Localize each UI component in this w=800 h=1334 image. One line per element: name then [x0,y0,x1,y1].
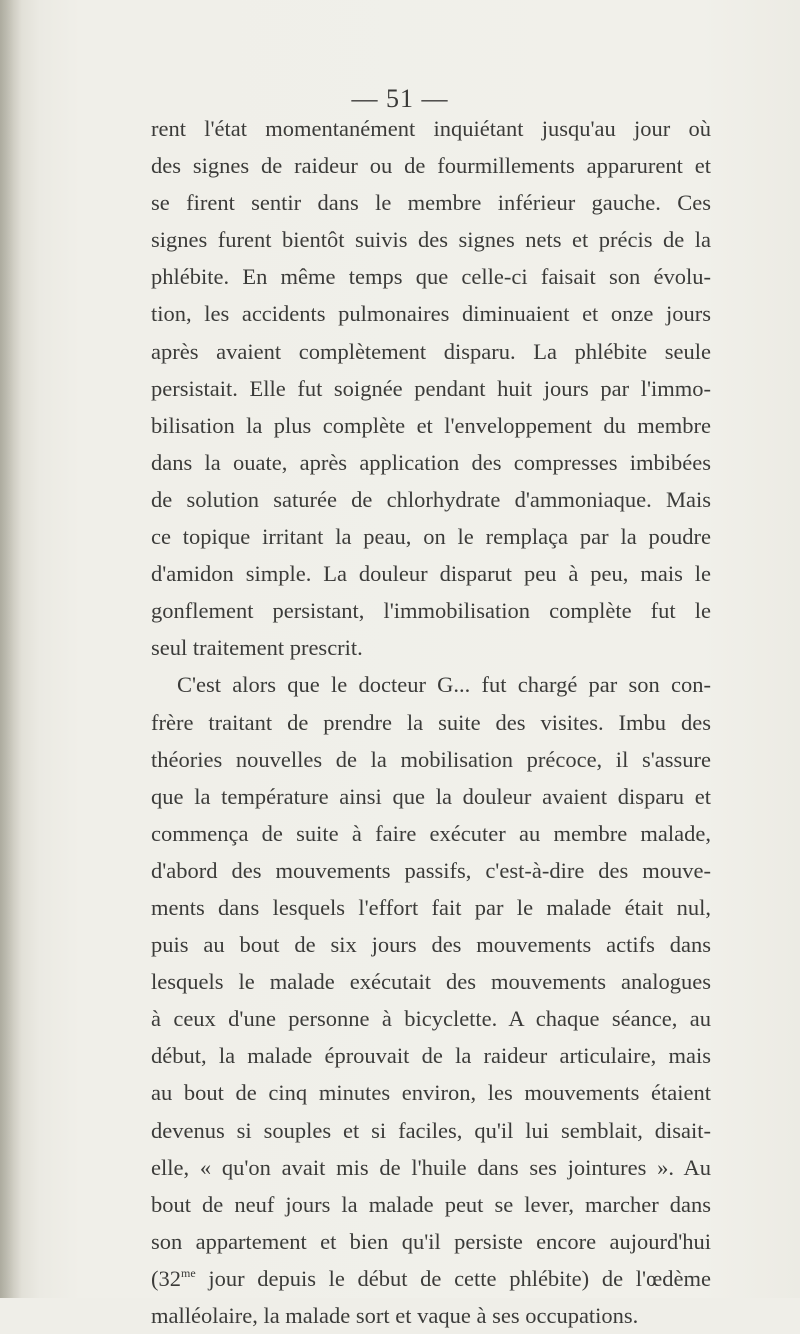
text-fragment: jour depuis le début de cette phlébite) de l'œdème [195,1265,711,1291]
text-line: malléolaire, la malade sort et vaque à ses occupations. [151,1303,639,1328]
text-line: devenus si souples et si faciles, qu'il lui semblait, disait- [151,1117,711,1143]
text-line: seul traitement prescrit. [151,635,363,661]
text-line: commença de suite à faire exécuter au membre malade, [151,820,711,846]
text-line: à ceux d'une personne à bicyclette. A chaque séance, au [151,1006,711,1032]
text-line: rent l'état momentanément inquiétant jusqu'au jour où [151,116,711,141]
text-line: dans la ouate, après application des compresses imbibées [151,449,711,475]
body-text [151,110,711,1334]
text-line: au bout de cinq minutes environ, les mouvements étaient [151,1080,711,1106]
text-line: ce topique irritant la peau, on le remplaça par la poudre [151,524,711,550]
text-line: théories nouvelles de la mobilisation précoce, il s'assure [151,746,711,772]
text-line: elle, « qu'on avait mis de l'huile dans ses jointures ». Au [151,1154,711,1180]
ordinal-superscript: me [181,1265,196,1280]
text-line: persistait. Elle fut soignée pendant huit jours par l'immo- [151,375,711,401]
text-line: après avaient complètement disparu. La phlébite seule [151,338,711,364]
text-line: frère traitant de prendre la suite des visites. Imbu des [151,709,711,735]
text-line: bout de neuf jours la malade peut se lever, marcher dans [151,1191,711,1217]
text-line: se firent sentir dans le membre inférieur gauche. Ces [151,190,711,216]
text-line: de solution saturée de chlorhydrate d'ammoniaque. Mais [151,486,711,512]
text-line: des signes de raideur ou de fourmillements apparurent et [151,153,711,179]
text-line: que la température ainsi que la douleur avaient disparu et [151,783,711,809]
text-line: lesquels le malade exécutait des mouvements analogues [151,969,711,995]
text-line: puis au bout de six jours des mouvements actifs dans [151,932,711,958]
text-line: d'amidon simple. La douleur disparut peu à peu, mais le [151,561,711,587]
text-line: début, la malade éprouvait de la raideur articulaire, mais [151,1043,711,1069]
text-line: phlébite. En même temps que celle-ci faisait son évolu- [151,264,711,290]
text-line: ments dans lesquels l'effort fait par le malade était nul, [151,894,711,920]
text-line: gonflement persistant, l'immobilisation complète fut le [151,598,711,624]
text-line: tion, les accidents pulmonaires diminuaient et onze jours [151,301,711,327]
text-line: signes furent bientôt suivis des signes nets et précis de la [151,227,711,253]
page-number: — 51 — [351,84,449,113]
text-line-with-superscript [151,1260,711,1297]
binding-shadow [0,0,22,1298]
text-line: d'abord des mouvements passifs, c'est-à-dire des mouve- [151,857,711,883]
text-line: C'est alors que le docteur G... fut chargé par son con- [177,672,711,698]
text-line: bilisation la plus complète et l'enveloppement du membre [151,412,711,438]
text-line: son appartement et bien qu'il persiste encore aujourd'hui [151,1228,711,1254]
text-fragment: (32 [151,1265,181,1291]
